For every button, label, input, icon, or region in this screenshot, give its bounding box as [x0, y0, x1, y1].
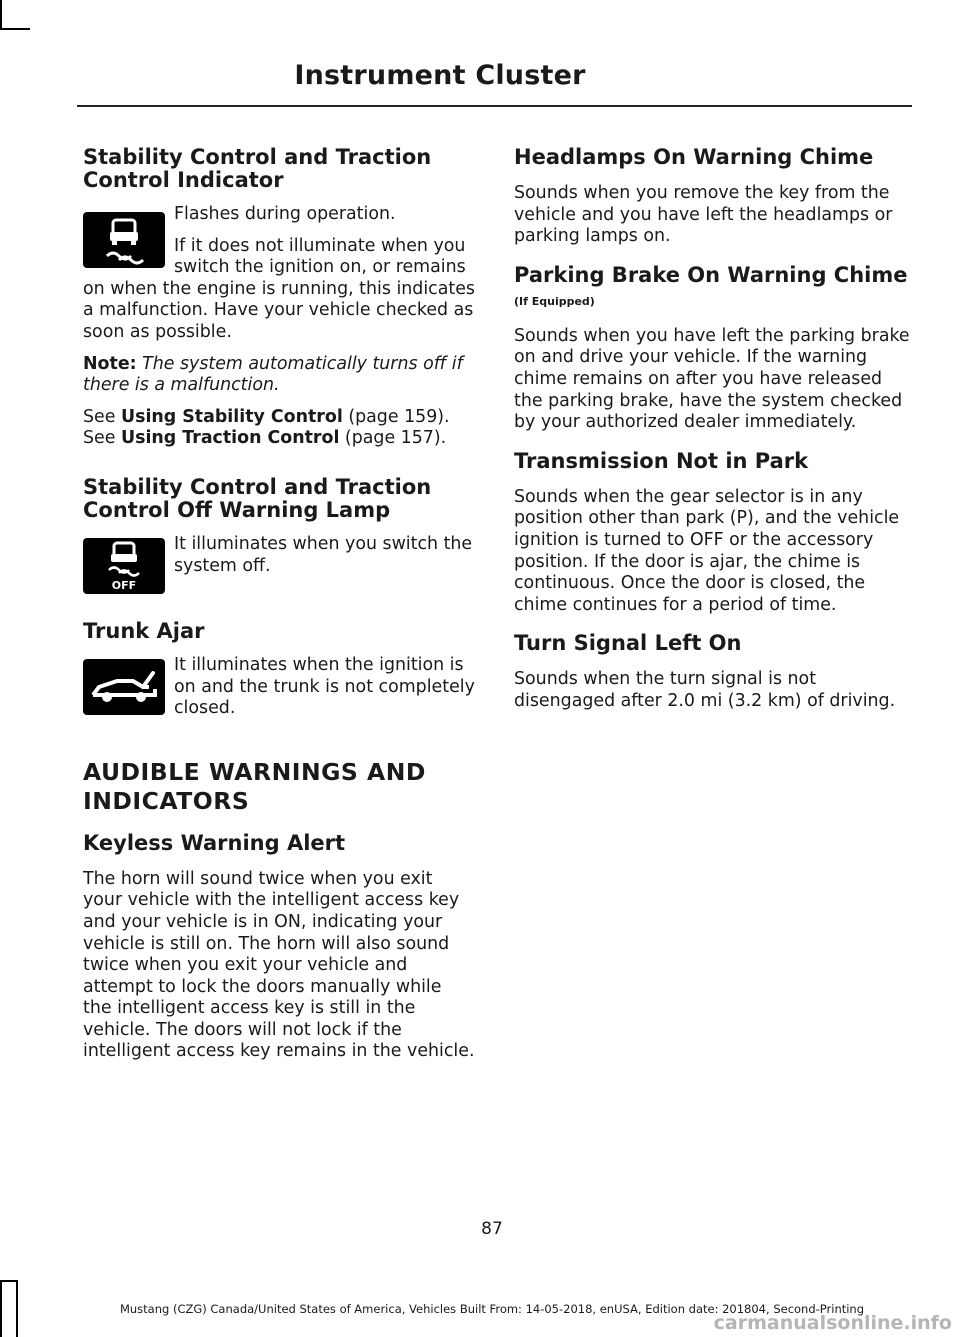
ref-text: See	[83, 428, 121, 449]
crop-mark	[0, 28, 30, 30]
paragraph: It illuminates when you switch the system off.	[174, 533, 473, 576]
cross-reference	[83, 407, 475, 450]
paragraph: Sounds when you remove the key from the vehicle and you have left the headlamps or parking lamps on.	[514, 183, 893, 247]
note	[83, 354, 475, 397]
right-column	[514, 146, 910, 727]
footer-text: Mustang (CZG) Canada/United States of America, Vehicles Built From: 14-05-2018, enUSA, Edition date: 201804, Second-Printing	[119, 1302, 865, 1316]
left-column	[83, 146, 475, 1077]
section-title: Trunk Ajar	[83, 618, 205, 643]
ref-text: (page 159).	[342, 406, 450, 427]
paragraph: If it does not illuminate when you switch the ignition on, or remains on when the engine is running, this indicates a malfunction. Have your vehicle checked as soon as possible.	[83, 235, 475, 342]
header-divider	[77, 105, 912, 107]
section-title: Keyless Warning Alert	[83, 830, 346, 855]
paragraph: Sounds when you have left the parking brake on and drive your vehicle. If the warning chime remains on after you have released the parking brake, have the system checked by your authorized dealer immediately.	[514, 325, 910, 433]
section-title: Turn Signal Left On	[514, 631, 742, 656]
section-title: Stability Control and Traction Control Indicator	[83, 145, 432, 192]
section-heading-audible-warnings	[83, 758, 475, 816]
paragraph: The horn will sound twice when you exit your vehicle with the intelligent access key and your vehicle is in ON, indicating your vehicle is still on. The horn will also sound twice when you exit your vehicle and attempt to lock the doors manually while the intelligent access key is still in the vehicle. The doors will not lock if the intelligent access key remains in the vehicle.	[83, 868, 475, 1062]
page-number: 87	[481, 1219, 503, 1239]
section-headlamps-on	[514, 146, 910, 248]
section-parking-brake	[514, 264, 910, 434]
trunk-ajar-icon	[83, 659, 165, 715]
section-transmission-not-in-park	[514, 450, 910, 617]
section-title: Headlamps On Warning Chime	[514, 145, 874, 169]
watermark: carmanualsonline.info	[713, 1312, 952, 1334]
section-title: Parking Brake On Warning Chime	[514, 262, 908, 287]
section-turn-signal	[514, 632, 910, 712]
ref-link-traction-control[interactable]: Using Traction Control	[120, 428, 340, 449]
crop-mark	[0, 0, 2, 30]
chapter-heading: INDICATORS	[83, 786, 250, 815]
section-title: Stability Control and Traction Control Off Warning Lamp	[83, 474, 432, 522]
page-header-title: Instrument Cluster	[294, 60, 586, 91]
stability-control-icon	[83, 212, 165, 268]
paragraph: It illuminates when the ignition is on and the trunk is not completely closed.	[174, 654, 475, 719]
section-trunk-ajar	[83, 620, 475, 730]
paragraph: Sounds when the gear selector is in any position other than park (P), and the vehicle ignition is turned to OFF or the accessory position. If the door is ajar, the chime is continuous. Once the door is closed, the chime continues for a period of time.	[514, 486, 900, 615]
section-keyless-warning	[83, 832, 475, 1063]
section-subtitle: (If Equipped)	[514, 294, 595, 308]
icon-off-label: OFF	[111, 578, 137, 592]
paragraph: Sounds when the turn signal is not disengaged after 2.0 mi (3.2 km) of driving.	[514, 669, 896, 711]
section-stability-control-off	[83, 476, 475, 598]
note-label: Note:	[83, 353, 137, 374]
note-body: The system automatically turns off if there is a malfunction.	[83, 353, 463, 396]
chapter-heading: AUDIBLE WARNINGS AND	[83, 757, 426, 786]
section-title: Transmission Not in Park	[514, 448, 809, 473]
ref-link-stability-control[interactable]: Using Stability Control	[120, 406, 343, 427]
paragraph: Flashes during operation.	[174, 204, 396, 224]
section-stability-control-indicator	[83, 146, 475, 450]
stability-control-off-icon	[83, 538, 165, 594]
ref-text: (page 157).	[339, 428, 447, 449]
ref-text: See	[83, 406, 121, 427]
